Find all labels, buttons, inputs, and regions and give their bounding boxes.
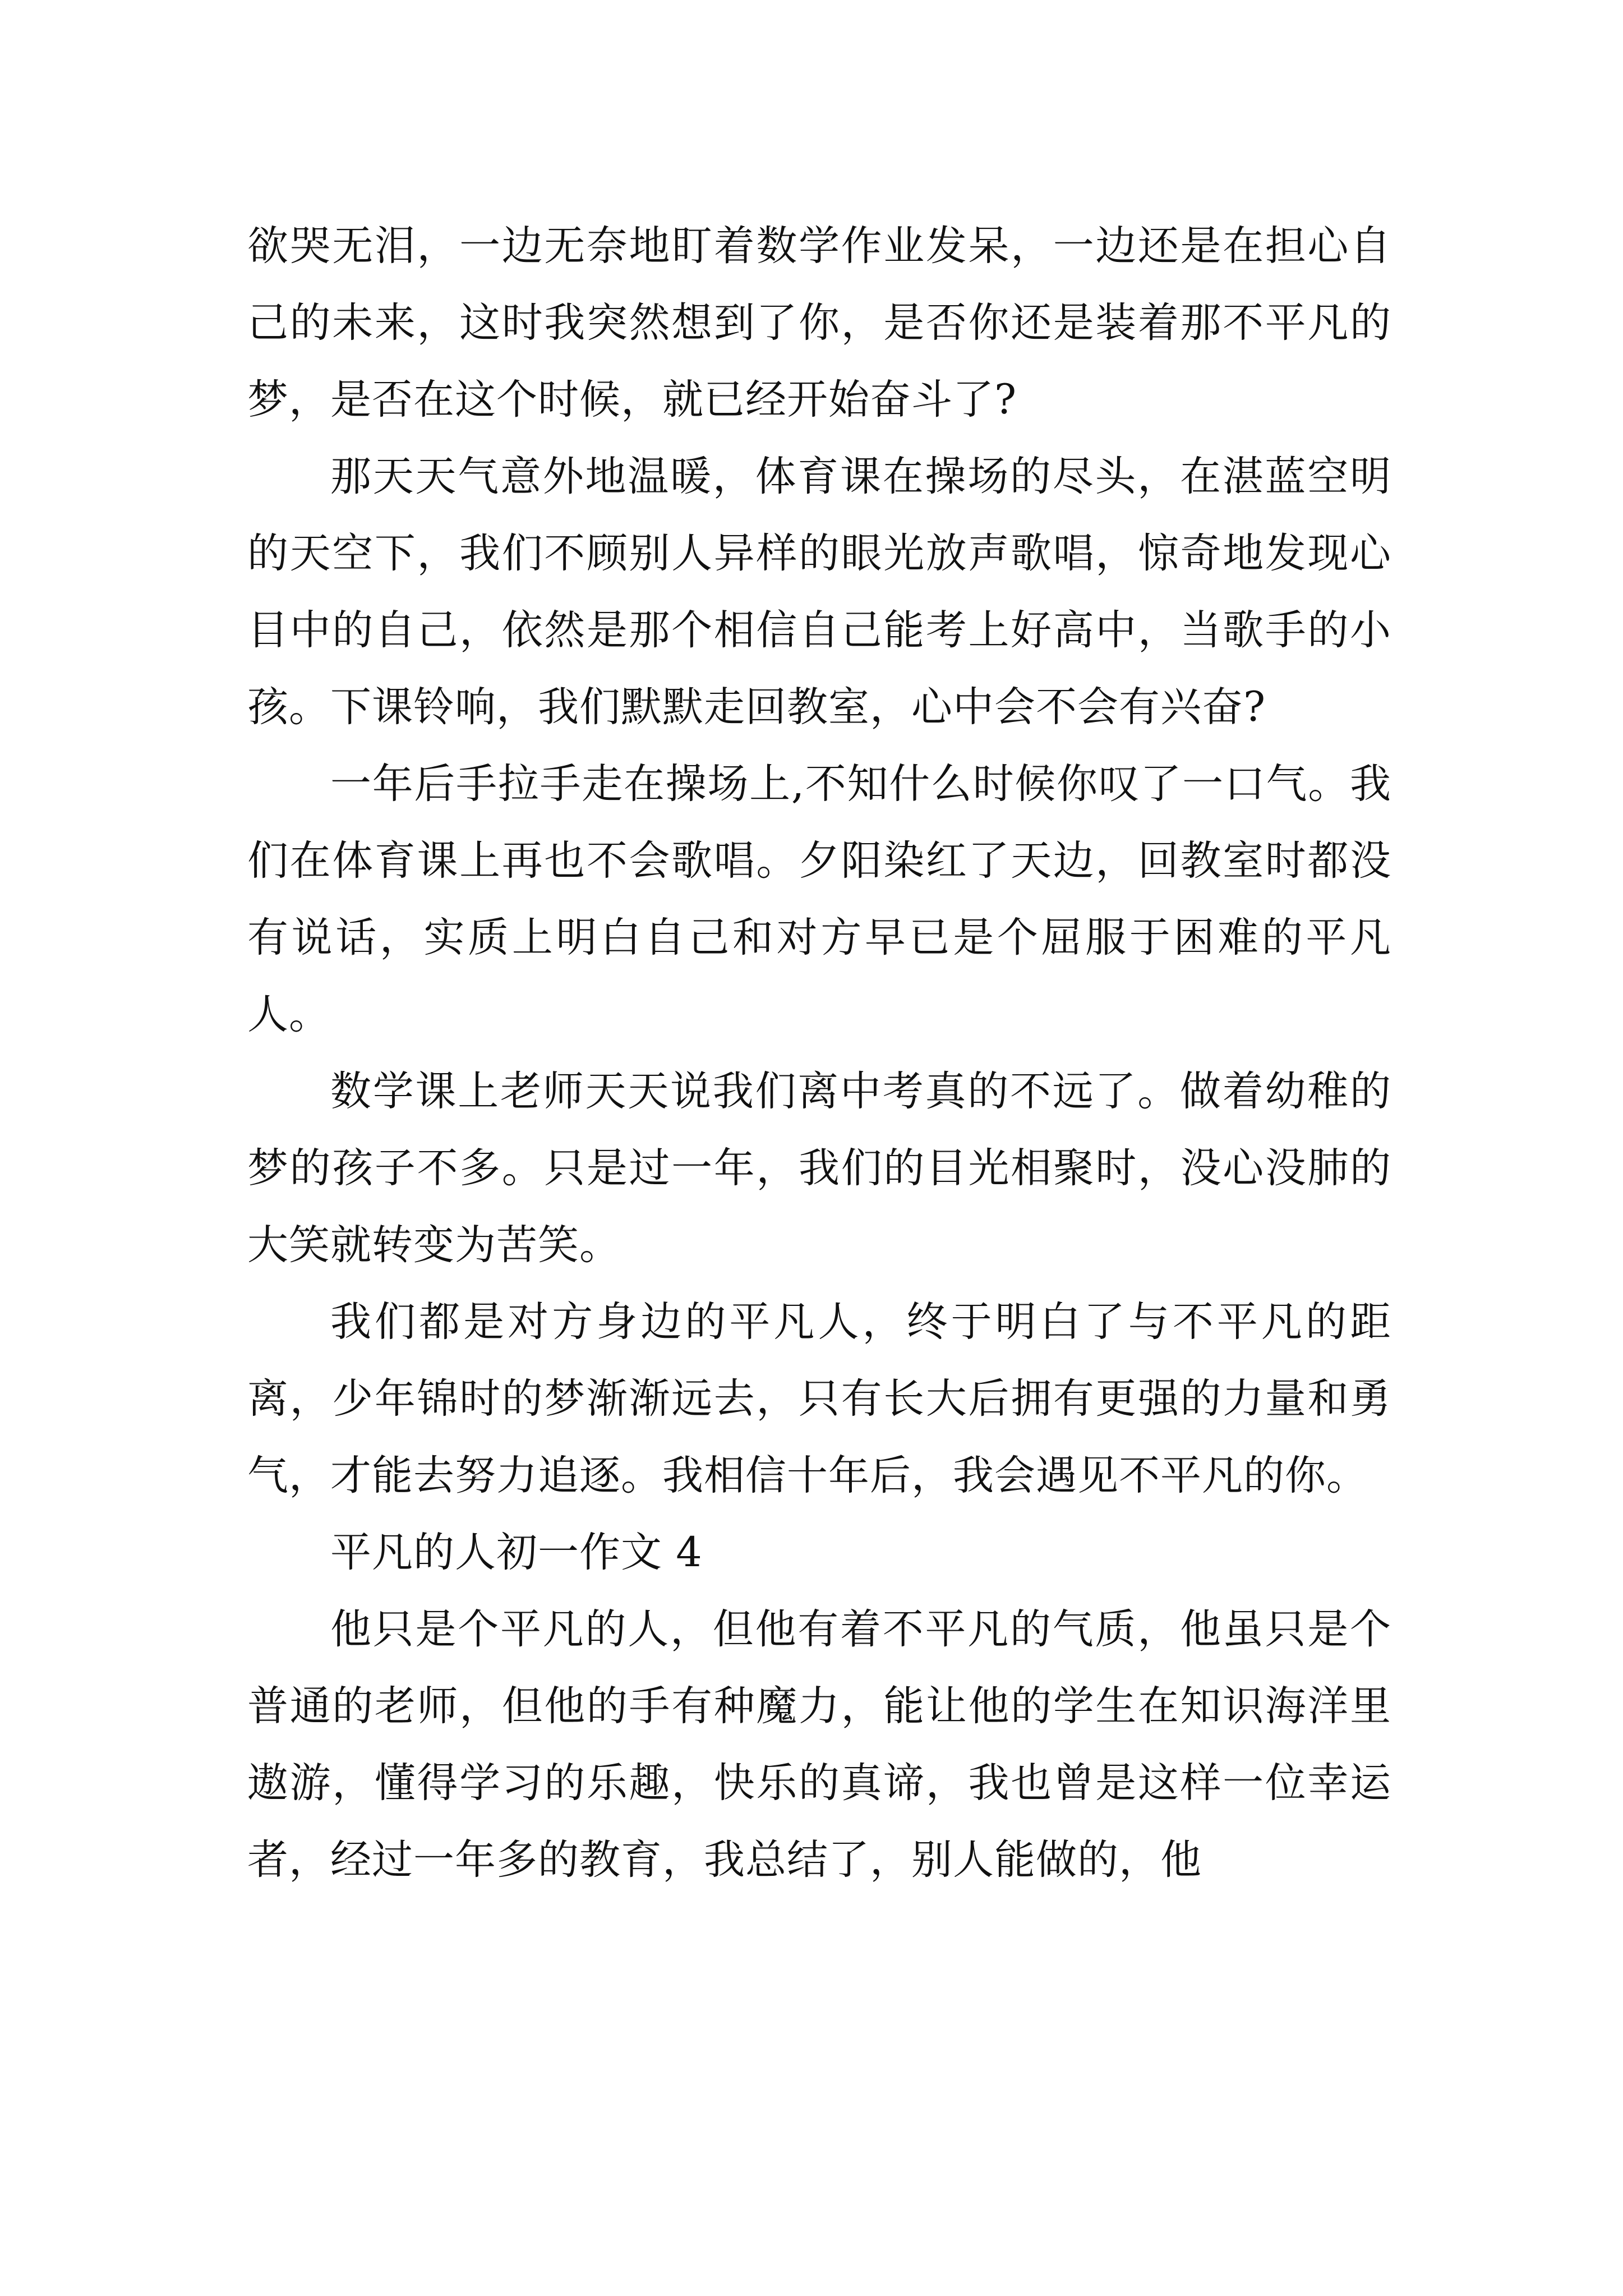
paragraph-pe-class: 那天天气意外地温暖，体育课在操场的尽头，在湛蓝空明的天空下，我们不顾别人异样的眼光放声歌唱，惊奇地发现心目中的自己，依然是那个相信自己能考上好高中，当歌手的小孩。下课铃响，我们默默走回教室，心中会不会有兴奋? [247,453,1391,731]
paragraph-math-class: 数学课上老师天天说我们离中考真的不远了。做着幼稚的梦的孩子不多。只是过一年，我们的目光相聚时，没心没肺的大笑就转变为苦笑。 [247,1068,1391,1269]
paragraph-teacher: 他只是个平凡的人，但他有着不平凡的气质，他虽只是个普通的老师，但他的手有种魔力，能让他的学生在知识海洋里遨游，懂得学习的乐趣，快乐的真谛，我也曾是这样一位幸运者，经过一年多的教育，我总结了，别人能做的，他 [247,1605,1391,1884]
paragraph-ordinary-people: 我们都是对方身边的平凡人，终于明白了与不平凡的距离，少年锦时的梦渐渐远去，只有长大后拥有更强的力量和勇气，才能去努力追逐。我相信十年后，我会遇见不平凡的你。 [247,1298,1391,1499]
document-body [247,208,1391,1898]
essay-heading: 平凡的人初一作文 4 [330,1529,703,1576]
paragraph-one-year-later: 一年后手拉手走在操场上,不知什么时候你叹了一口气。我们在体育课上再也不会歌唱。夕阳染红了天边，回教室时都没有说话，实质上明白自己和对方早已是个屈服于困难的平凡人。 [247,760,1391,1038]
paragraph-continuation: 欲哭无泪，一边无奈地盯着数学作业发呆，一边还是在担心自己的未来，这时我突然想到了你，是否你还是装着那不平凡的梦，是否在这个时候，就已经开始奋斗了? [247,222,1391,424]
